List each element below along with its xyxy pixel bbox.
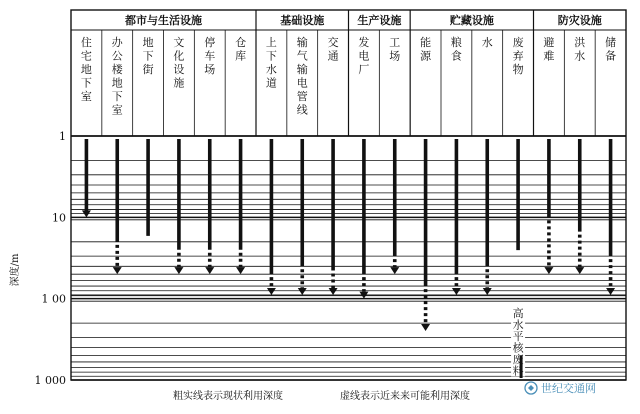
depth-grid (71, 136, 626, 380)
category-label-4: 停车场 (204, 36, 216, 76)
group-header-1: 基础设施 (280, 14, 325, 27)
group-header-2: 生产设施 (357, 14, 402, 27)
arrow-head-17 (606, 288, 615, 295)
category-label-10: 工场 (389, 36, 401, 63)
depth-axis (8, 130, 66, 387)
category-label-1: 办公楼地下室 (111, 36, 123, 117)
group-header-3: 贮藏设施 (449, 14, 494, 27)
caption-solid: 粗实线表示现状利用深度 (173, 391, 283, 402)
arrow-head-3 (174, 267, 183, 274)
group-headers (124, 13, 602, 27)
category-label-0: 住宅地下室 (80, 36, 92, 103)
category-label-16: 洪水 (574, 36, 586, 63)
y-axis-label: 深度/m (10, 253, 21, 287)
category-label-3: 文化设施 (173, 36, 185, 90)
group-header-0: 都市与生活设施 (125, 14, 202, 27)
y-tick-label-0: 1 (59, 130, 66, 143)
table-frame (71, 10, 626, 380)
arrow-head-7 (298, 288, 307, 295)
category-label-11: 能源 (420, 36, 432, 63)
special-note: 高水平核废料 (512, 307, 524, 378)
category-label-14: 废弃物 (512, 36, 524, 76)
category-label-2: 地下街 (142, 36, 154, 76)
category-label-13: 水 (481, 36, 493, 49)
arrow-head-10 (390, 267, 399, 274)
category-label-17: 储备 (605, 36, 617, 63)
watermark-text: 世纪交通网 (541, 382, 596, 395)
arrow-head-13 (483, 288, 492, 295)
arrow-head-6 (267, 288, 276, 295)
y-tick-label-1: 10 (52, 211, 66, 225)
arrow-head-11 (421, 324, 430, 331)
arrow-head-8 (329, 288, 338, 295)
watermark-logo-mark (528, 385, 534, 391)
y-tick-label-3: 1 000 (34, 374, 66, 387)
category-label-12: 粮食 (450, 36, 462, 63)
caption-dashed: 虚线表示近来来可能利用深度 (340, 391, 470, 402)
watermark (525, 381, 596, 395)
arrow-head-16 (575, 267, 584, 274)
arrow-head-4 (205, 267, 214, 274)
arrow-head-12 (452, 288, 461, 295)
category-label-8: 交通 (327, 36, 339, 63)
group-header-4: 防灾设施 (557, 14, 602, 27)
category-label-7: 输气输电管线 (296, 36, 308, 117)
category-label-9: 发电厂 (358, 36, 370, 76)
category-label-15: 避难 (543, 36, 555, 63)
category-label-5: 仓库 (235, 36, 247, 63)
arrow-head-5 (236, 267, 245, 274)
arrow-head-1 (113, 267, 122, 274)
category-label-6: 上下水道 (265, 36, 277, 90)
arrow-head-15 (544, 267, 553, 274)
y-tick-label-2: 1 00 (41, 292, 66, 306)
